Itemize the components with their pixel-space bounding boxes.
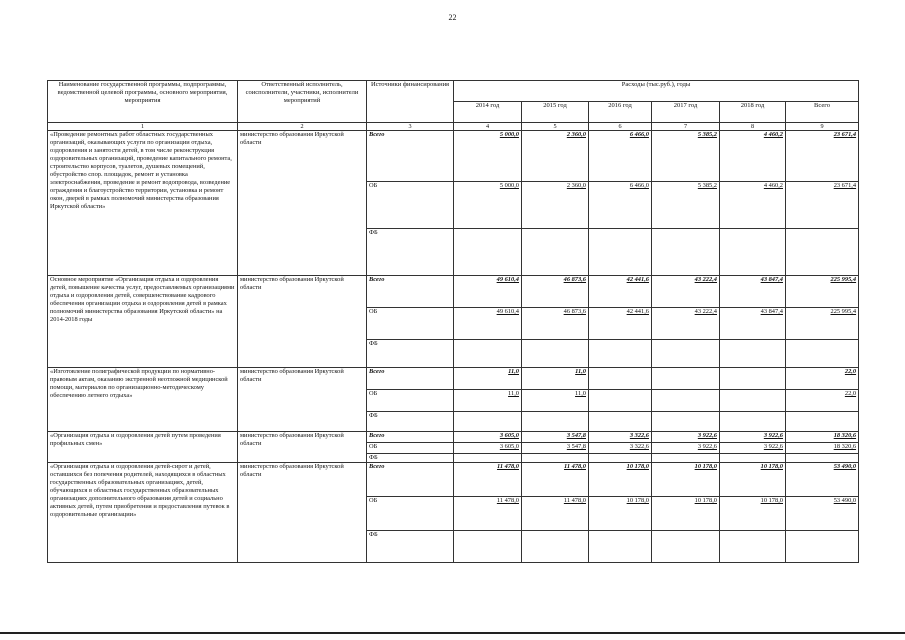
row-value-total: 3 547,8 — [522, 432, 589, 443]
row-source-fb: ФБ — [367, 454, 454, 463]
row-value-ob: 43 847,4 — [720, 308, 786, 340]
row-value-empty — [454, 412, 522, 432]
row-responsible-cell: министерство образования Иркутской области — [238, 131, 367, 276]
row-value-ob: 10 178,0 — [720, 497, 786, 531]
row-value-empty — [786, 454, 859, 463]
row-value-total: 5 385,2 — [652, 131, 720, 182]
row-value-empty — [589, 229, 652, 276]
row-value-total: 2 360,0 — [522, 131, 589, 182]
row-source-total: Всего — [367, 463, 454, 497]
row-value-ob: 5 000,0 — [454, 182, 522, 229]
row-value-total: 53 490,0 — [786, 463, 859, 497]
row-value-total: 11 478,0 — [454, 463, 522, 497]
row-source-ob: ОБ — [367, 308, 454, 340]
year-2014: 2014 год — [454, 102, 522, 123]
row-name-cell: «Организация отдыха и оздоровления детей-сирот и детей, оставшихся без попечения родителей, находящихся в областных государственных образовательных организациях, детей, обучающихся в областных государственных образовательных организациях дополнительного образования детей и социально активных детей, путем приобретения и предоставления путевок в оздоровительные организации» — [48, 463, 238, 563]
row-value-empty — [786, 412, 859, 432]
header-responsible: Ответственный исполнитель, соисполнители, участники, исполнители мероприятий — [238, 81, 367, 123]
row-value-empty — [454, 229, 522, 276]
col-number: 6 — [589, 123, 652, 131]
row-name-cell: Основное мероприятие «Организация отдыха и оздоровления детей, повышение качества услуг, предоставляемых организациями отдыха и оздоровления детей, совершенствование кадрового обеспечения организации отдыха и оздоровления детей в рамках полномочий министерства образования Иркутской области» на 2014-2018 годы — [48, 276, 238, 368]
row-value-total: 3 605,0 — [454, 432, 522, 443]
row-value-total: 23 671,4 — [786, 131, 859, 182]
row-source-ob: ОБ — [367, 390, 454, 412]
row-value-total: 49 610,4 — [454, 276, 522, 308]
row-responsible-cell: министерство образования Иркутской области — [238, 432, 367, 463]
row-value-empty — [720, 454, 786, 463]
row-value-ob — [652, 390, 720, 412]
row-value-ob — [720, 390, 786, 412]
row-value-ob: 46 873,6 — [522, 308, 589, 340]
row-source-fb: ФБ — [367, 412, 454, 432]
header-expenses: Расходы (тыс.руб.), годы — [454, 81, 859, 102]
row-value-total: 10 178,0 — [720, 463, 786, 497]
row-value-empty — [652, 229, 720, 276]
row-value-total: 3 322,6 — [589, 432, 652, 443]
row-value-ob: 4 460,2 — [720, 182, 786, 229]
row-source-total: Всего — [367, 131, 454, 182]
table-row — [48, 131, 859, 182]
row-value-empty — [522, 412, 589, 432]
row-value-empty — [720, 229, 786, 276]
row-value-ob — [589, 390, 652, 412]
col-number: 7 — [652, 123, 720, 131]
row-value-empty — [720, 412, 786, 432]
row-value-total: 43 222,4 — [652, 276, 720, 308]
row-value-total: 22,0 — [786, 368, 859, 390]
col-number: 2 — [238, 123, 367, 131]
row-value-empty — [454, 454, 522, 463]
row-value-empty — [786, 340, 859, 368]
row-value-ob: 225 995,4 — [786, 308, 859, 340]
col-number: 9 — [786, 123, 859, 131]
row-value-empty — [589, 531, 652, 563]
row-value-ob: 22,0 — [786, 390, 859, 412]
row-source-total: Всего — [367, 368, 454, 390]
row-value-empty — [522, 340, 589, 368]
year-total: Всего — [786, 102, 859, 123]
row-value-ob: 23 671,4 — [786, 182, 859, 229]
row-responsible-cell: министерство образования Иркутской области — [238, 276, 367, 368]
row-value-total: 3 922,6 — [720, 432, 786, 443]
col-number: 4 — [454, 123, 522, 131]
row-value-ob: 6 466,0 — [589, 182, 652, 229]
page-number: 22 — [448, 13, 457, 22]
row-value-ob: 10 178,0 — [652, 497, 720, 531]
row-value-empty — [652, 412, 720, 432]
row-value-total — [589, 368, 652, 390]
row-value-ob: 10 178,0 — [589, 497, 652, 531]
year-2016: 2016 год — [589, 102, 652, 123]
row-value-ob: 11 478,0 — [522, 497, 589, 531]
row-source-total: Всего — [367, 432, 454, 443]
row-name-cell: «Проведение ремонтных работ областных государственных организаций, оказывающих услуги по организации отдыха, оздоровления и занятости детей, в том числе реконструкция оздоровительных организаций, проведение капитального ремонта, строительство корпусов, туалетов, душевых помещений, обустройство спор. площадок, ремонт и установка электроснабжения, проведение и ремонт водопровода, возведение ограждения и благоустройство территории, установка и ремонт окон, дверей в рамках полномочий министерства образования Иркутской области» — [48, 131, 238, 276]
row-source-fb: ФБ — [367, 340, 454, 368]
row-value-empty — [652, 531, 720, 563]
header-sources: Источники финансирования — [367, 81, 454, 123]
row-value-ob: 3 322,6 — [589, 443, 652, 454]
row-value-ob: 3 922,6 — [652, 443, 720, 454]
row-value-empty — [652, 340, 720, 368]
header-name: Наименование государственной программы, подпрограммы, ведомственной целевой программы, основного мероприятия, мероприятия — [48, 81, 238, 123]
row-name-cell: «Организация отдыха и оздоровления детей путем проведения профильных смен» — [48, 432, 238, 463]
year-2015: 2015 год — [522, 102, 589, 123]
row-value-ob: 43 222,4 — [652, 308, 720, 340]
year-2018: 2018 год — [720, 102, 786, 123]
table-row — [48, 463, 859, 497]
header-row — [48, 81, 859, 102]
row-value-empty — [522, 229, 589, 276]
row-value-total: 11,0 — [522, 368, 589, 390]
row-value-total: 46 873,6 — [522, 276, 589, 308]
row-value-total: 4 460,2 — [720, 131, 786, 182]
row-responsible-cell: министерство образования Иркутской области — [238, 463, 367, 563]
row-source-fb: ФБ — [367, 531, 454, 563]
row-value-total: 10 178,0 — [589, 463, 652, 497]
row-value-ob: 3 605,0 — [454, 443, 522, 454]
bottom-rule — [0, 632, 905, 634]
col-number: 3 — [367, 123, 454, 131]
row-value-total — [720, 368, 786, 390]
col-number: 8 — [720, 123, 786, 131]
row-value-total: 42 441,6 — [589, 276, 652, 308]
row-value-total — [652, 368, 720, 390]
col-number: 1 — [48, 123, 238, 131]
table-row — [48, 276, 859, 308]
row-value-empty — [589, 454, 652, 463]
row-value-total: 43 847,4 — [720, 276, 786, 308]
row-responsible-cell: министерство образования Иркутской области — [238, 368, 367, 432]
row-value-empty — [589, 412, 652, 432]
row-value-empty — [652, 454, 720, 463]
row-value-empty — [454, 531, 522, 563]
row-value-ob: 3 922,6 — [720, 443, 786, 454]
row-value-total: 3 922,6 — [652, 432, 720, 443]
row-value-total: 18 320,6 — [786, 432, 859, 443]
row-value-ob: 5 385,2 — [652, 182, 720, 229]
row-value-empty — [720, 531, 786, 563]
row-value-empty — [720, 340, 786, 368]
column-numbers-row — [48, 123, 859, 131]
row-value-total: 10 178,0 — [652, 463, 720, 497]
row-value-ob: 11,0 — [522, 390, 589, 412]
table-body — [48, 131, 859, 563]
row-value-empty — [522, 531, 589, 563]
row-value-ob: 2 360,0 — [522, 182, 589, 229]
row-value-total: 11,0 — [454, 368, 522, 390]
year-2017: 2017 год — [652, 102, 720, 123]
table-row — [48, 432, 859, 443]
row-source-ob: ОБ — [367, 497, 454, 531]
row-value-ob: 49 610,4 — [454, 308, 522, 340]
row-value-ob: 18 320,6 — [786, 443, 859, 454]
row-value-empty — [454, 340, 522, 368]
row-value-ob: 42 441,6 — [589, 308, 652, 340]
row-value-empty — [522, 454, 589, 463]
row-name-cell: «Изготовление полиграфической продукции по нормативно-правовым актам, оказанию экстренной неотложной медицинской помощи, материалов по организационно-методическому обеспечению летнего отдыха» — [48, 368, 238, 432]
row-value-ob: 11 478,0 — [454, 497, 522, 531]
budget-table — [47, 80, 859, 563]
row-value-empty — [786, 531, 859, 563]
row-source-total: Всего — [367, 276, 454, 308]
table-row — [48, 368, 859, 390]
col-number: 5 — [522, 123, 589, 131]
row-value-empty — [786, 229, 859, 276]
row-source-ob: ОБ — [367, 443, 454, 454]
row-value-ob: 3 547,8 — [522, 443, 589, 454]
row-value-total: 6 466,0 — [589, 131, 652, 182]
row-value-total: 11 478,0 — [522, 463, 589, 497]
row-value-ob: 53 490,0 — [786, 497, 859, 531]
row-source-ob: ОБ — [367, 182, 454, 229]
row-value-empty — [589, 340, 652, 368]
row-source-fb: ФБ — [367, 229, 454, 276]
row-value-total: 5 000,0 — [454, 131, 522, 182]
row-value-total: 225 995,4 — [786, 276, 859, 308]
row-value-ob: 11,0 — [454, 390, 522, 412]
